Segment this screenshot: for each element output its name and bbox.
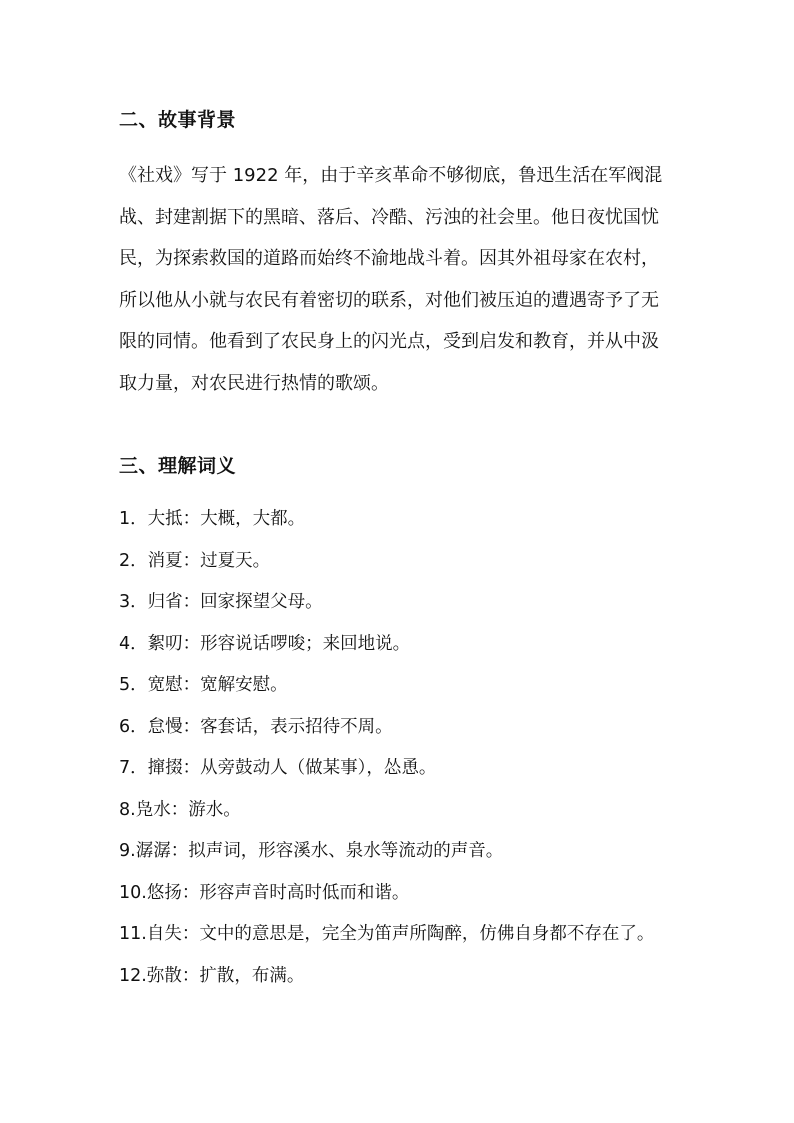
vocabulary-item: 6．怠慢：客套话，表示招待不周。: [119, 716, 393, 737]
vocabulary-item: 10.悠扬：形容声音时高时低而和谐。: [119, 882, 410, 903]
vocabulary-item: 8.凫水：游水。: [119, 799, 241, 820]
vocabulary-item: 12.弥散：扩散，布满。: [119, 965, 305, 986]
section-heading-background: 二、故事背景: [119, 109, 237, 131]
paragraph-line: 战、封建割据下的黑暗、落后、冷酷、污浊的社会里。他日夜忧国忧: [119, 206, 659, 228]
vocabulary-item: 7．撺掇：从旁鼓动人（做某事），怂恿。: [119, 758, 437, 778]
paragraph-line: 民，为探索救国的道路而始终不渝地战斗着。因其外祖母家在农村，: [119, 248, 659, 270]
vocabulary-item: 11.自失：文中的意思是，完全为笛声所陶醉，仿佛自身都不存在了。: [119, 924, 655, 944]
paragraph-line: 所以他从小就与农民有着密切的联系，对他们被压迫的遭遇寄予了无: [119, 289, 659, 311]
paragraph-line: 《社戏》写于 1922 年，由于辛亥革命不够彻底，鲁迅生活在军阀混: [119, 165, 663, 186]
background-paragraph: [119, 155, 679, 405]
vocabulary-list: [119, 505, 699, 1003]
vocabulary-item: 3．归省：回家探望父母。: [119, 592, 323, 612]
vocabulary-item: 1．大抵：大概，大都。: [119, 509, 306, 529]
vocabulary-item: 5．宽慰：宽解安慰。: [119, 675, 288, 695]
vocabulary-item: 2．消夏：过夏天。: [119, 550, 271, 571]
section-heading-vocabulary: 三、理解词义: [119, 455, 237, 477]
vocabulary-item: 4．絮叨：形容说话啰唆；来回地说。: [119, 633, 411, 654]
paragraph-line: 取力量，对农民进行热情的歌颂。: [119, 372, 389, 394]
vocabulary-item: 9.潺潺：拟声词，形容溪水、泉水等流动的声音。: [119, 841, 504, 861]
paragraph-line: 限的同情。他看到了农民身上的闪光点，受到启发和教育，并从中汲: [119, 331, 659, 353]
